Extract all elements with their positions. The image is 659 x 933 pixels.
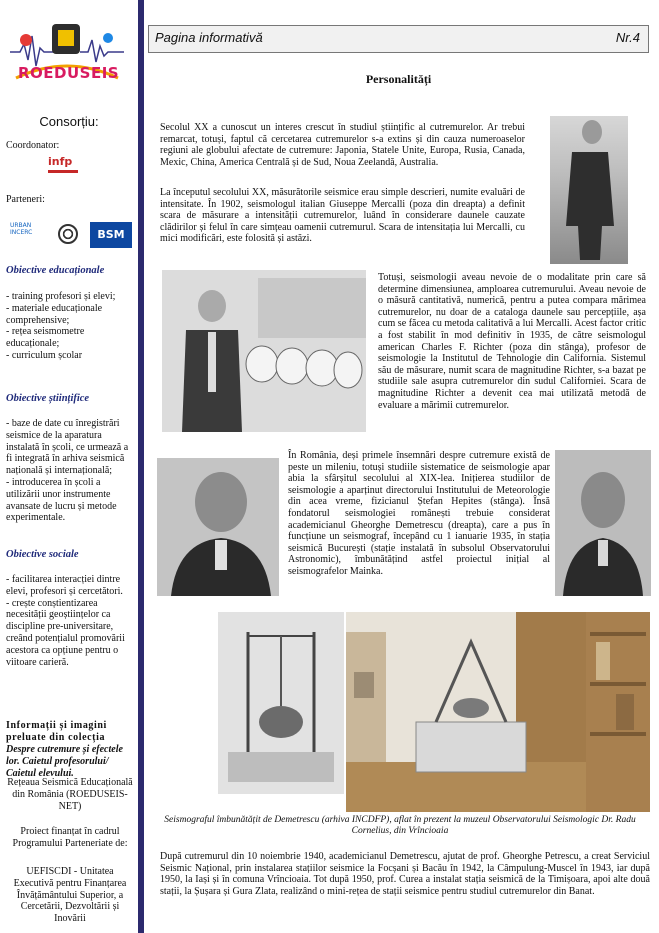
mercalli-photo (550, 116, 628, 264)
roeduseis-logo (8, 18, 126, 88)
page-header (148, 25, 649, 53)
seismograph-museum-photo (346, 612, 586, 812)
info-source: Informații și imagini preluate din colecția Despre cutremure și efectele lor. Caietul profesorului/ Caietul elevului. (6, 720, 123, 779)
partners-label: Parteneri: (6, 194, 45, 205)
paragraph-mercalli: La începutul secolului XX, măsurătorile seismice erau simple descrieri, numite evaluări de intensitate. În 1902, seismologul italian Giuseppe Mercalli (poza din dreapta) a definit scara de măsurare a intensității cutremurelor, luând în considerare daunele cauzate clădirilor și felul în care simțeau oamenii cutremurul. Scara de intensitația lui Mercalli, cu mici modificări, este folosită și astăzi. (160, 187, 525, 245)
logo-text: ROEDUSEIS (18, 64, 120, 82)
header-title: Pagina informativă (155, 30, 263, 45)
paragraph-romania: În România, deși primele însemnări despre cutremure există de peste un mileniu, totuși studiile sistematice de seismologie apar abia la sfârșitul secolului al XIX-lea. Inițierea studiilor de seismologie a aparținut directorului Institutului de Meteorologie din acea vreme, fizicianul Ștefan Hepites (stânga). Însă fondatorul seismologiei românești trebuie considerat academicianul Gheorghe Demetrescu (dreapta), care a pus în funcțiune un seismograf, începând cu 1 ianuarie 1935, în stația seismică București (stație instalată în subsolul Observatorului Astronomic), îmbunătățind astfel proiectul inițial al seismografelor Mainka. (288, 450, 550, 577)
soc-objectives-heading: Obiective sociale (6, 549, 79, 560)
sidebar (0, 0, 138, 933)
funding-text: Proiect finanțat în cadrul Programului Parteneriate de: (12, 826, 128, 849)
infp-logo: infp (48, 156, 82, 186)
paragraph-richter: Totuși, seismologii aveau nevoie de o modalitate prin care să determine dimensiunea, amploarea cutremurului. Aveau nevoie de o măsură cantitativă, numerică, pentru a putea compara mărimea cutremurelor, nu doar de a cataloga daunele sau percepțiile, așa cum se făcea cu metoda calitativă a lui Mercalli. Acest factor critic a fost stabilit în mod definitiv în 1935, de către seismologul american Charles F. Richter (poza din stânga), profesor de seismologie la Institutul de Tehnologie din California. Sistemul său de măsurare, numit scara de magnitudine Richter, s-a bazat pe studiile sale asupra cutremurelor din sudul Californiei. Scara de magnitudine Richter a devenit cea mai utilizată metodă de evaluare a mărimii cutremurelor. (378, 272, 646, 411)
funder-name: UEFISCDI - Unitatea Executivă pentru Finanțarea Învățământului Superior, a Cercetării, Dezvoltării și Inovării (13, 866, 127, 925)
bsm-logo: BSM (90, 222, 132, 248)
issue-number: Nr.4 (615, 30, 640, 45)
edu-objectives-text: - training profesori și elevi; - materiale educaționale comprehensive; - rețea seismometre educaționale; - curriculum școlar (6, 291, 116, 361)
demetrescu-photo (555, 450, 651, 596)
sci-objectives-heading: Obiective științifice (6, 393, 90, 404)
sidebar-divider (138, 0, 144, 933)
section-title: Personalități (365, 72, 432, 86)
hepites-photo (157, 458, 279, 596)
coordinator-label: Coordonator: (6, 140, 60, 151)
consortium-title: Consorțiu: (39, 114, 99, 129)
richter-photo (162, 270, 366, 432)
paragraph-national-service: După cutremurul din 10 noiembrie 1940, academicianul Demetrescu, ajutat de prof. Gheorghe Petrescu, a creat Serviciul Seismic Național, prin instalarea stațiilor seismice la Focșani și Bacău în 1942, la Câmpulung-Muscel în 1943, iar după 1950, la Iași și în comuna Vrîncioaia. Tot după 1950, prof. Curea a instalat stația seismică de la Timișoara, apoi alte două stații, la Șușara și Gura Zlata, realizând o mini-rețea de stații seismice pentru studiul cutremurelor din Banat. (160, 851, 650, 897)
seismograph-archive-photo (218, 612, 344, 794)
photo-caption: Seismograful îmbunătățit de Demetrescu (arhiva INCDFP), aflat în prezent la muzeul Observatorului Seismologic Dr. Radu Cornelius, din Vrîncioaia (164, 815, 636, 836)
network-name: Rețeaua Seismică Educațională din România (ROEDUSEIS-NET) (7, 777, 133, 812)
paragraph-intro: Secolul XX a cunoscut un interes crescut în studiul științific al cutremurelor. Ar trebui remarcat, totuși, faptul că cercetarea cutremurelor s-a extins și din cauza numeroaselor regiuni ale globului afectate de cutremure: Japonia, Statele Unite, Europa, Rusia, Canada, Mexic, China, America Centrală și de Sud, Noua Zeelandă, Australia. (160, 122, 525, 168)
urban-incerc-logo: URBAN INCERC (10, 222, 33, 236)
university-seal-icon (58, 224, 78, 244)
sci-objectives-text: - baze de date cu înregistrări seismice de la aparatura instalată în școli, ce urmează a fi integrată în arhiva seismică națională și internațională; - introducerea în școli a utilizării unor instrumente avansate de lucru și metode experimentale. (6, 418, 129, 524)
edu-objectives-heading: Obiective educaționale (6, 265, 105, 276)
museum-shelf-photo (586, 612, 650, 812)
soc-objectives-text: - facilitarea interacției dintre elevi, profesori și cercetători. - crește conștientizarea necesității geoștiințelor ca discipline pre-universitare, creând potențialul promovării acestora ca opțiune pentru o viitoare carieră. (6, 574, 125, 668)
